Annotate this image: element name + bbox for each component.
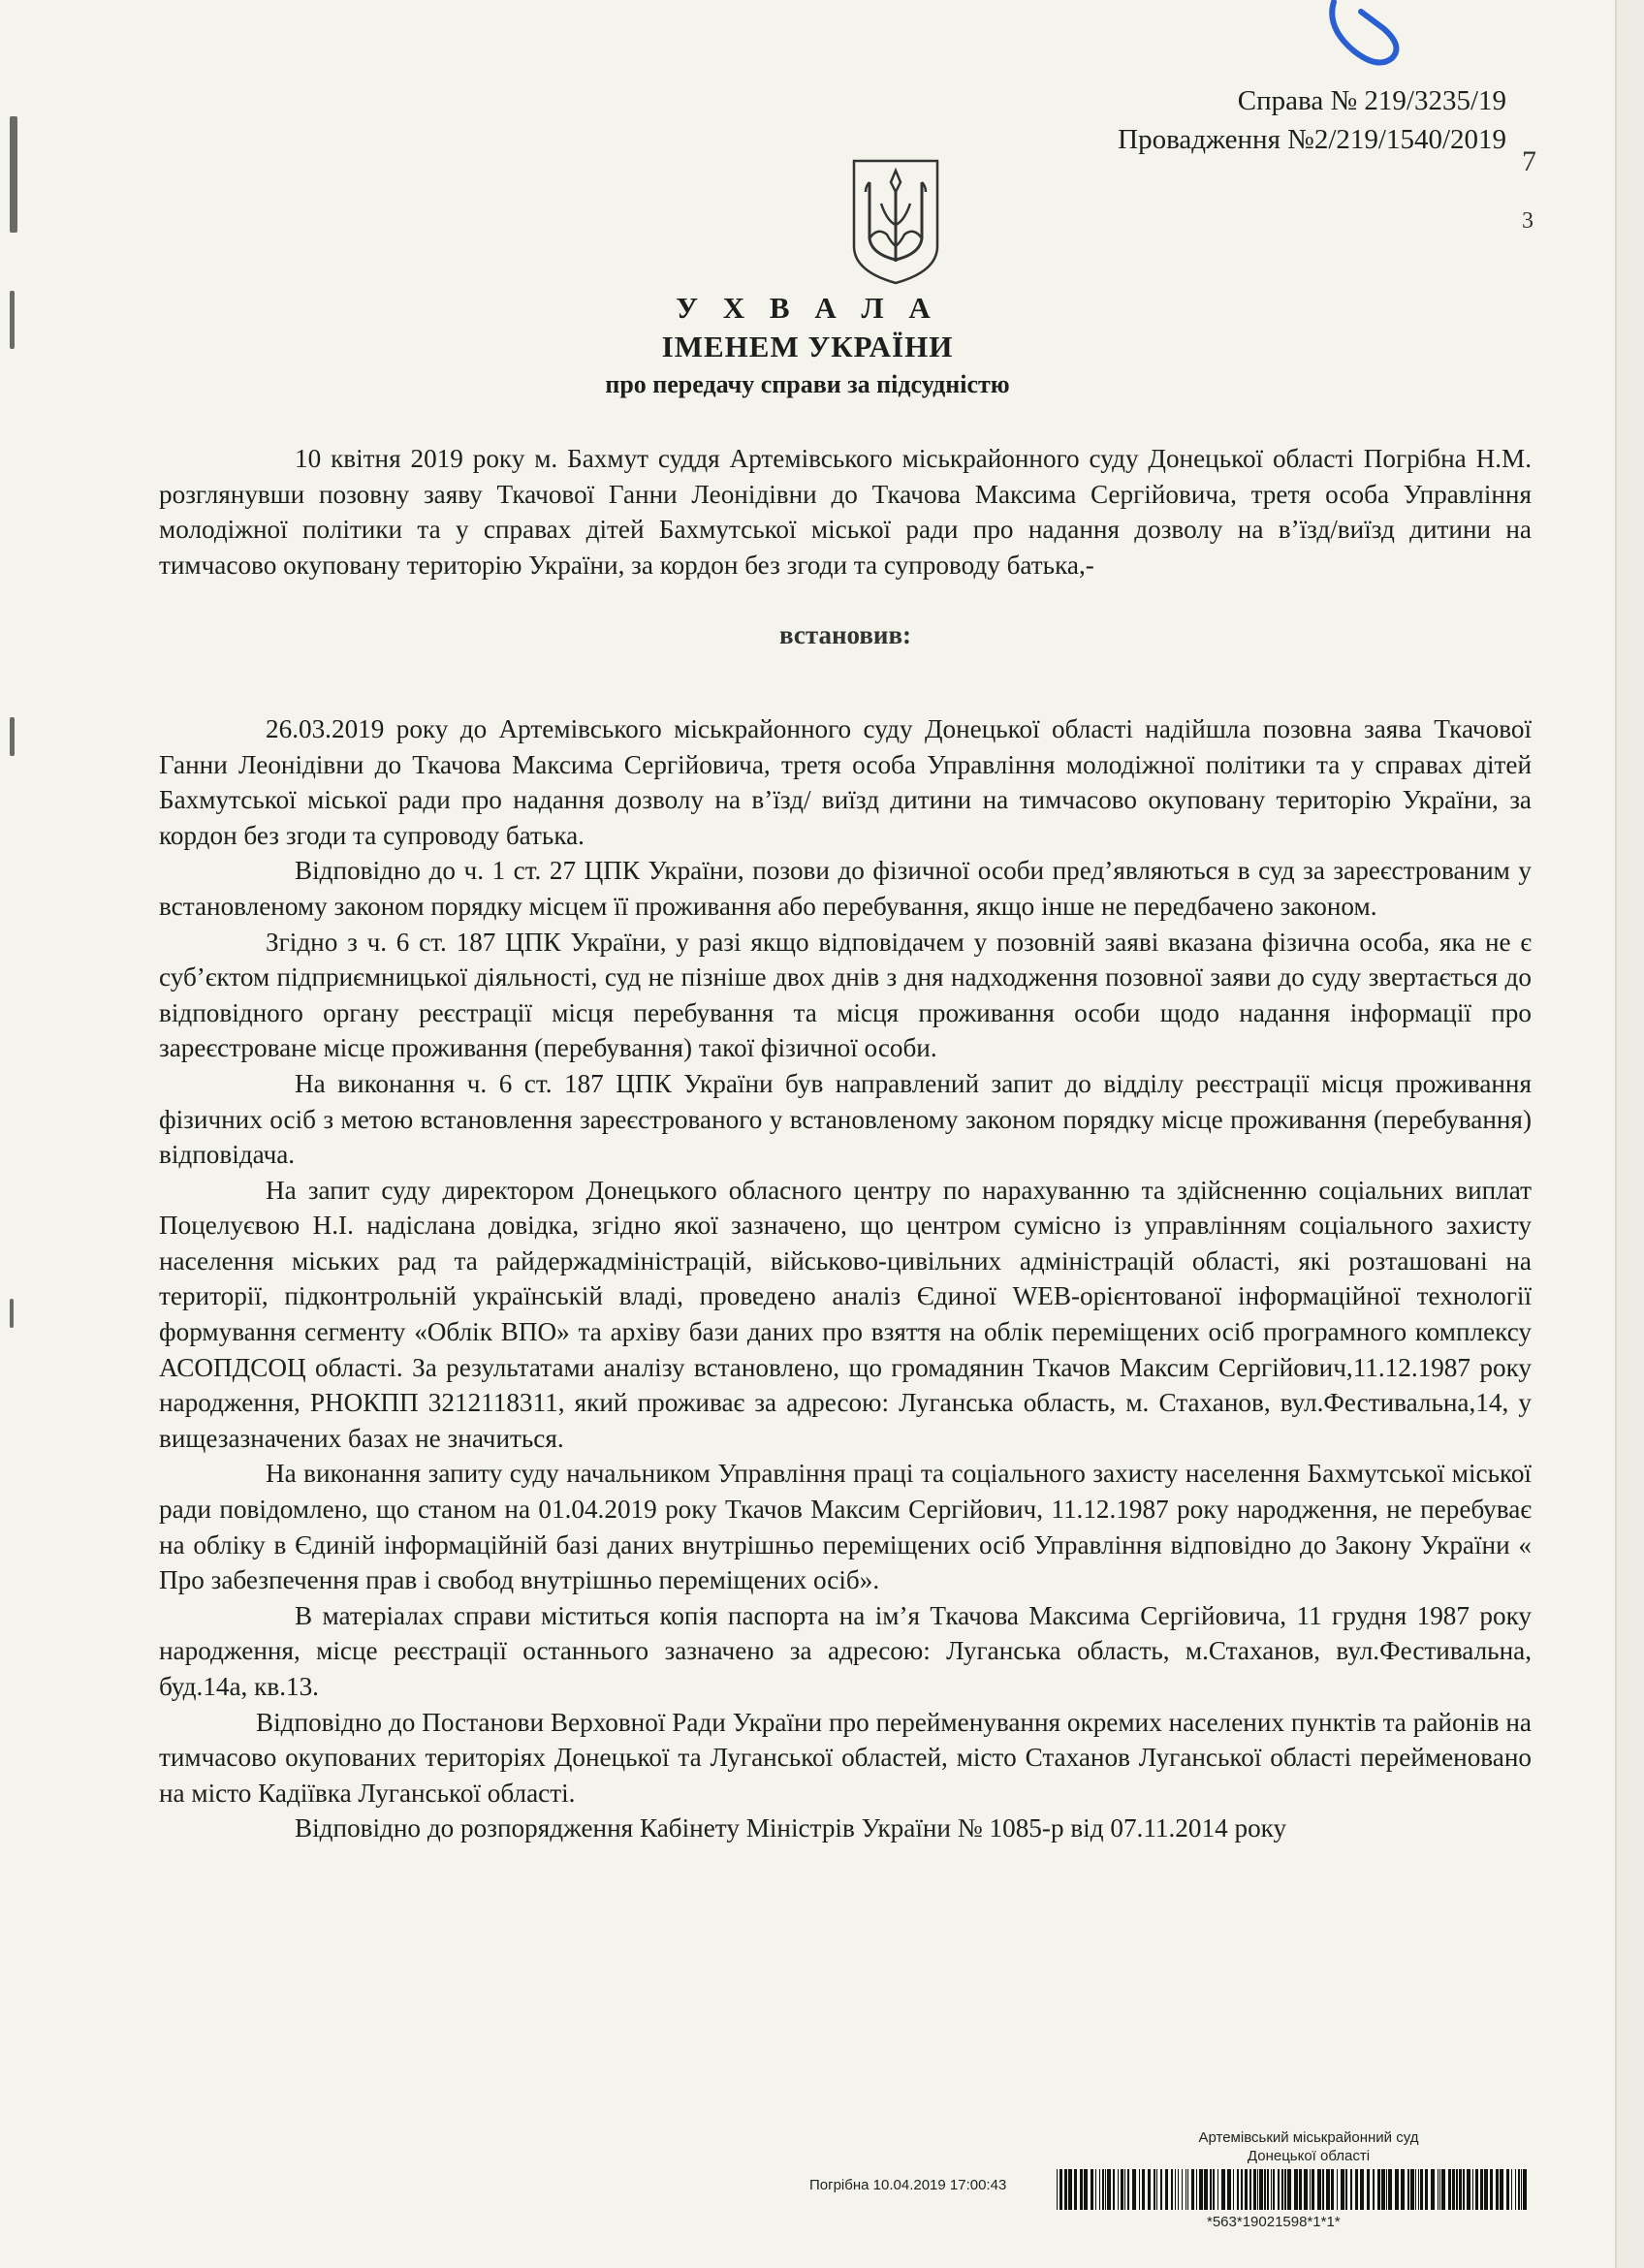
scan-edge-mark [10, 717, 15, 756]
corner-mark: 7 [1522, 145, 1536, 177]
body-paragraph: 26.03.2019 року до Артемівського міськрайонного суду Донецької області надійшла позовна заява Ткачової Ганни Леонідівни до Ткачова Максима Сергійовича, третя особа Управління молодіжної політики та у справах дітей Бахмутської міської ради про надання дозволу на в’їзд/ виїзд дитини на тимчасово окуповану територію України, за кордон без згоди та супроводу батька. [159, 713, 1532, 850]
body-paragraph: На запит суду директором Донецького обласного центру по нарахуванню та здійсненню соціальних виплат Поцелуєвою Н.І. надіслана довідка, згідно якої зазначено, що центром сумісно із управлінням соціального захисту населення міських рад та райдержадміністрацій, військово-цивільних адміністрацій області, які розташовані на території, підконтрольній українській владі, проведено аналіз Єдиної WEB-орієнтованої інформаційної технології формування сегменту «Облік ВПО» та архіву бази даних про взяття на облік переміщених осіб програмного комплексу АСОПДСОЦ області. За результатами аналізу встановлено, що громадянин Ткачов Максим Сергійович,11.12.1987 року народження, РНОКПП 3212118311, який проживає за адресою: Луганська область, м. Стаханов, вул.Фестивальна,14, у вищезазначених базах не значиться. [159, 1175, 1532, 1453]
trident-emblem-icon [848, 157, 943, 287]
body-paragraph: В матеріалах справи міститься копія паспорта на ім’я Ткачова Максима Сергійовича, 11 грудня 1987 року народження, місце реєстрації останнього зазначено за адресою: Луганська область, м.Стаханов, вул.Фестивальна, буд.14а, кв.13. [159, 1600, 1532, 1701]
court-region: Донецької області [1247, 2148, 1371, 2164]
body-paragraph: Згідно з ч. 6 ст. 187 ЦПК України, у разі якщо відповідачем у позовній заяві вказана фізична особа, яка не є суб’єктом підприємницької діяльності, суд не пізніше двох днів з дня надходження позовної заяви до суду звертається до відповідного органу реєстрації місця перебування та місця проживання особи щодо надання інформації про зареєстроване місце проживання (перебування) такої фізичної особи. [159, 927, 1532, 1063]
digital-signature: Погрібна 10.04.2019 17:00:43 [809, 2177, 1007, 2193]
scan-edge-mark [10, 116, 17, 233]
court-name: Артемівський міськрайонний суд [1198, 2129, 1419, 2146]
paper-clip-icon [1324, 0, 1411, 87]
barcode-icon [1057, 2169, 1532, 2210]
case-reference [1118, 81, 1506, 159]
body-paragraph: Відповідно до розпорядження Кабінету Міністрів України № 1085-р від 07.11.2014 року [295, 1813, 1287, 1843]
scan-edge-mark [10, 1299, 14, 1328]
document-body [159, 441, 1532, 1846]
document-title: У Х В А Л А [676, 291, 939, 325]
body-paragraph: Відповідно до ч. 1 ст. 27 ЦПК України, позови до фізичної особи пред’являються в суд за зареєстрованим у встановленому законом порядку місцем її проживання або перебування, якщо інше не передбачено законом. [159, 856, 1532, 921]
body-paragraph: Відповідно до Постанови Верховної Ради України про перейменування окремих населених пунктів та районів на тимчасово окупованих територіях Донецької та Луганської областей, місто Стаханов Луганської області перейменовано на місто Кадіївка Луганської області. [159, 1707, 1532, 1808]
document-subtitle: ІМЕНЕМ УКРАЇНИ [661, 330, 954, 363]
case-number: Справа № 219/3235/19 [1237, 85, 1506, 116]
proceeding-number: Провадження №2/219/1540/2019 [1118, 124, 1506, 155]
court-stamp [1144, 2128, 1473, 2165]
body-paragraph: На виконання запиту суду начальником Управління праці та соціального захисту населення Бахмутської міської ради повідомлено, що станом на 01.04.2019 року Ткачов Максим Сергійович, 11.12.1987 року народження, не перебуває на обліку в Єдиній інформаційній базі даних внутрішньо переміщених осіб Управління відповідно до Закону України « Про забезпечення прав і свобод внутрішньо переміщених осіб». [159, 1459, 1532, 1595]
section-heading: встановив: [778, 620, 912, 650]
document-topic: про передачу справи за підсудністю [605, 370, 1010, 398]
body-paragraph: На виконання ч. 6 ст. 187 ЦПК України був направлений запит до відділу реєстрації місця проживання фізичних осіб з метою встановлення зареєстрованого у встановленому законом порядку місце проживання (перебування) відповідача. [159, 1068, 1532, 1170]
intro-paragraph: 10 квітня 2019 року м. Бахмут суддя Артемівського міськрайонного суду Донецької області Погрібна Н.М. розглянувши позовну заяву Ткачової Ганни Леонідівни до Ткачова Максима Сергійовича, третя особа Управління молодіжної політики та у справах дітей Бахмутської міської ради про надання дозволу на в’їзд/виїзд дитини на тимчасово окуповану територію України, за кордон без згоди та супроводу батька,- [159, 444, 1532, 580]
barcode-number: *563*19021598*1*1* [1207, 2214, 1341, 2230]
corner-mark: 3 [1522, 208, 1533, 234]
